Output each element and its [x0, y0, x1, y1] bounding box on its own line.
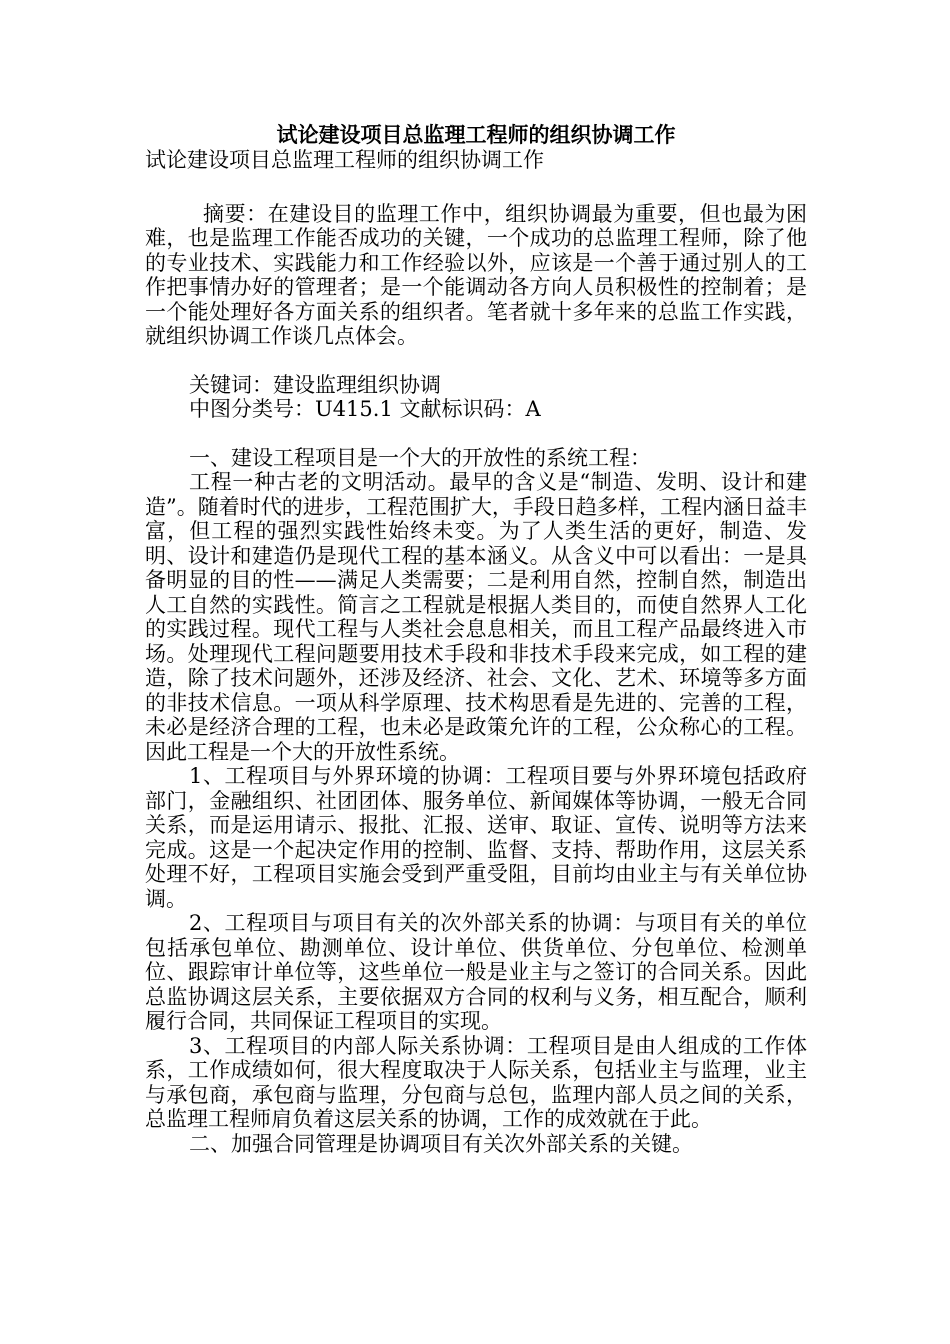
point-2-paragraph: 2、工程项目与项目有关的次外部关系的协调：与项目有关的单位包括承包单位、勘测单位、设计单位、供货单位、分包单位、检测单位、跟踪审计单位等，这些单位一般是业主与之签订的合同关系。因此总监协调这层关系，主要依据双方合同的权利与义务，相互配合，顺利履行合同，共同保证工程项目的实现。: [145, 911, 807, 1033]
section-2-heading: 二、加强合同管理是协调项目有关次外部关系的关键。: [189, 1131, 693, 1156]
document-subtitle: 试论建设项目总监理工程师的组织协调工作: [145, 148, 544, 172]
section-1-body: 工程一种古老的文明活动。最早的含义是“制造、发明、设计和建造”。随着时代的进步，工程范围扩大，手段日趋多样，工程内涵日益丰富，但工程的强烈实践性始终未变。为了人类生活的更好，制造、发明、设计和建造仍是现代工程的基本涵义。从含义中可以看出：一是具备明显的目的性——满足人类需要；二是利用自然，控制自然，制造出人工自然的实践性。简言之工程就是根据人类目的，而使自然界人工化的实践过程。现代工程与人类社会息息相关，而且工程产品最终进入市场。处理现代工程问题要用技术手段和非技术手段来完成，如工程的建造，除了技术问题外，还涉及经济、社会、文化、艺术、环境等多方面的非技术信息。一项从科学原理、技术构思看是先进的、完善的工程，未必是经济合理的工程，也未必是政策允许的工程，公众称心的工程。因此工程是一个大的开放性系统。: [145, 470, 807, 764]
keywords-line: 关键词：建设监理组织协调: [189, 372, 441, 397]
abstract-paragraph: 摘要：在建设目的监理工作中，组织协调最为重要，但也最为困难，也是监理工作能否成功的关键，一个成功的总监理工程师，除了他的专业技术、实践能力和工作经验以外，应该是一个善于通过别人的工作把事情办好的管理者；是一个能调动各方向人员积极性的控制着；是一个能处理好各方面关系的组织者。笔者就十多年来的总监工作实践，就组织协调工作谈几点体会。: [145, 201, 807, 348]
document-title: 试论建设项目总监理工程师的组织协调工作: [276, 122, 676, 147]
point-3-paragraph: 3、工程项目的内部人际关系协调：工程项目是由人组成的工作体系，工作成绩如何，很大程度取决于人际关系，包括业主与监理，业主与承包商，承包商与监理，分包商与总包，监理内部人员之间的关系，总监理工程师肩负着这层关系的协调，工作的成效就在于此。: [145, 1033, 807, 1131]
document-page: [145, 122, 807, 1156]
spacer: [145, 422, 807, 446]
classification-line: 中图分类号：U415.1 文献标识码：A: [189, 397, 541, 421]
section-1-heading: 一、建设工程项目是一个大的开放性的系统工程：: [189, 445, 651, 470]
point-1-paragraph: 1、工程项目与外界环境的协调：工程项目要与外界环境包括政府部门，金融组织、社团团体、服务单位、新闻媒体等协调，一般无合同关系，而是运用请示、报批、汇报、送审、取证、宣传、说明等方法来完成。这是一个起决定作用的控制、监督、支持、帮助作用，这层关系处理不好，工程项目实施会受到严重受阻，目前均由业主与有关单位协调。: [145, 764, 807, 911]
spacer: [145, 349, 807, 373]
